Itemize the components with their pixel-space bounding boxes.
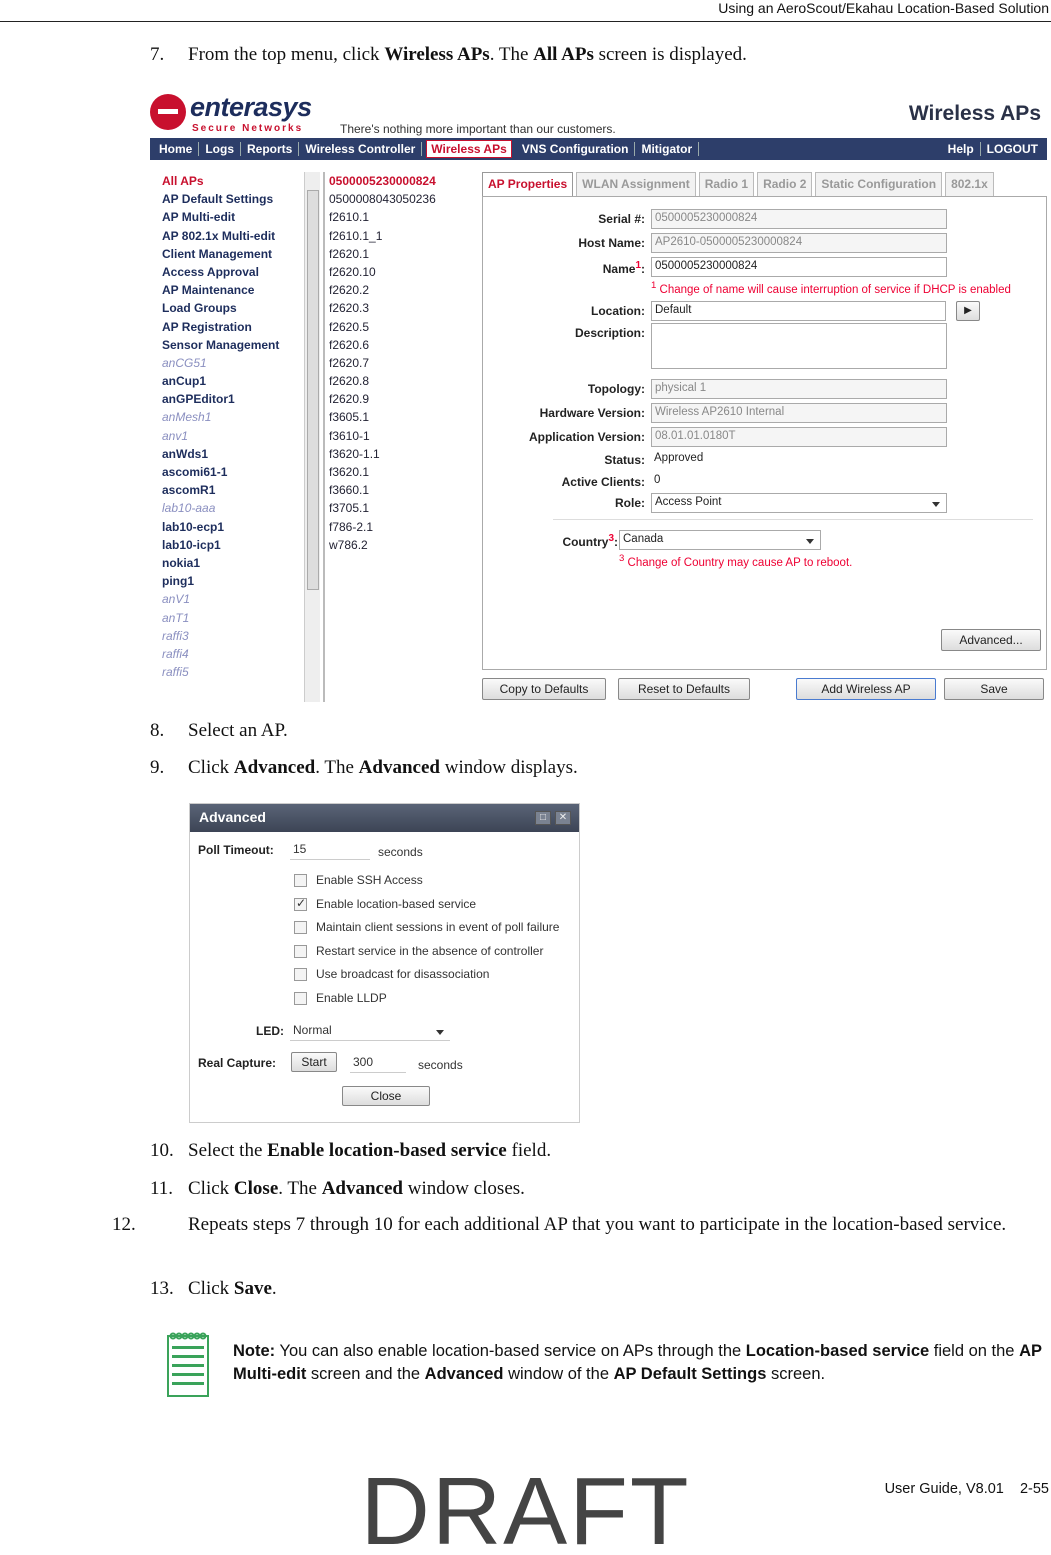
ap-list-item[interactable]: f786-2.1 bbox=[329, 519, 374, 534]
nav-mitigator[interactable]: Mitigator bbox=[635, 142, 699, 156]
active-clients-value: 0 bbox=[654, 474, 661, 486]
top-menu bbox=[150, 138, 1047, 160]
checkbox-label: Maintain client sessions in event of poll failure bbox=[316, 920, 560, 934]
checkbox-label: Enable LLDP bbox=[316, 990, 387, 1005]
tagline: There's nothing more important than our customers. bbox=[340, 122, 616, 136]
checkbox-label: Restart service in the absence of controller bbox=[316, 943, 544, 958]
led-label: LED: bbox=[256, 1024, 284, 1038]
add-wireless-ap-button[interactable]: Add Wireless AP bbox=[796, 678, 936, 700]
name-field[interactable]: 0500005230000824 bbox=[651, 257, 947, 277]
enterasys-logo-icon bbox=[150, 94, 186, 130]
step-7: 7. From the top menu, click Wireless APs. The All APs screen is displayed. bbox=[150, 42, 1050, 68]
sidebar-item-anwds1[interactable]: anWds1 bbox=[162, 446, 209, 461]
sidebar-item-raffi4[interactable]: raffi4 bbox=[162, 646, 189, 661]
sidebar-item-raffi5[interactable]: raffi5 bbox=[162, 665, 189, 680]
poll-timeout-input[interactable]: 15 bbox=[290, 840, 370, 860]
sidebar-item-anv1[interactable]: anV1 bbox=[162, 592, 191, 607]
step-number: 8. bbox=[150, 720, 165, 741]
ap-list-item[interactable]: f2620.2 bbox=[329, 283, 370, 298]
location-label: Location: bbox=[591, 304, 645, 318]
sidebar-item-sensor-management[interactable]: Sensor Management bbox=[162, 337, 280, 352]
advanced-dialog-screenshot bbox=[189, 803, 580, 1123]
step-number: 10. bbox=[150, 1140, 174, 1161]
real-capture-label: Real Capture: bbox=[198, 1056, 277, 1070]
sidebar-item-ancg51[interactable]: anCG51 bbox=[162, 355, 207, 370]
status-label: Status: bbox=[604, 453, 645, 467]
header-rule bbox=[0, 21, 1051, 22]
sidebar-item-raffi3[interactable]: raffi3 bbox=[162, 628, 189, 643]
chevron-down-icon bbox=[436, 1030, 444, 1035]
ap-list-item[interactable]: f3705.1 bbox=[329, 501, 370, 516]
step-10: 10. Select the Enable location-based service field. bbox=[150, 1138, 1050, 1164]
sidebar-item-ap-802-1x-multi-edit[interactable]: AP 802.1x Multi-edit bbox=[162, 228, 276, 243]
ap-list-item[interactable]: f2610.1_1 bbox=[329, 228, 383, 243]
tab-ap-properties[interactable]: AP Properties bbox=[482, 172, 573, 196]
sidebar-item-ping1[interactable]: ping1 bbox=[162, 574, 194, 589]
checkbox[interactable] bbox=[294, 898, 307, 911]
name-note: $^1$ Change of name will cause interruption of service if DHCP is enabled bbox=[651, 280, 1011, 296]
ap-list bbox=[323, 172, 453, 702]
ap-list-item[interactable]: 0500008043050236 bbox=[329, 192, 436, 207]
all-aps-screenshot bbox=[150, 92, 1047, 704]
poll-timeout-label: Poll Timeout: bbox=[198, 843, 274, 857]
draft-watermark: DRAFT bbox=[360, 1458, 691, 1555]
location-field[interactable]: Default bbox=[651, 301, 946, 321]
checkbox[interactable] bbox=[294, 921, 307, 934]
step-13: 13. Click Save. bbox=[150, 1276, 1050, 1302]
sidebar-item-ap-default-settings[interactable]: AP Default Settings bbox=[162, 192, 274, 207]
checkbox-label: Enable SSH Access bbox=[316, 873, 423, 887]
host-name-field: AP2610-0500005230000824 bbox=[651, 233, 947, 253]
ap-list-item[interactable]: f2620.7 bbox=[329, 355, 370, 370]
step-number: 13. bbox=[150, 1278, 174, 1299]
description-label: Description: bbox=[574, 326, 645, 340]
reset-to-defaults-button[interactable]: Reset to Defaults bbox=[618, 678, 750, 700]
logo-subtitle: Secure Networks bbox=[192, 123, 304, 134]
topology-field: physical 1 bbox=[651, 379, 947, 399]
nav-home[interactable]: Home bbox=[153, 142, 199, 156]
step-12: 12. Repeats steps 7 through 10 for each additional AP that you want to participate in the location-based service. bbox=[150, 1212, 1050, 1238]
active-clients-label: Active Clients: bbox=[561, 475, 645, 489]
sidebar-item-ascomi61-1[interactable]: ascomi61-1 bbox=[162, 465, 228, 479]
nav-wireless-aps[interactable]: Wireless APs bbox=[426, 140, 512, 158]
ap-list-item[interactable]: f3620-1.1 bbox=[329, 446, 380, 461]
step-9: 9. Click Advanced. The Advanced window displays. bbox=[150, 755, 1050, 781]
topology-label: Topology: bbox=[587, 382, 645, 396]
sidebar-item-nokia1[interactable]: nokia1 bbox=[162, 555, 201, 570]
tab-radio-2[interactable]: Radio 2 bbox=[757, 172, 812, 196]
status-value: Approved bbox=[654, 452, 704, 464]
sidebar-item-ap-multi-edit[interactable]: AP Multi-edit bbox=[162, 210, 236, 225]
poll-timeout-unit: seconds bbox=[378, 845, 423, 859]
serial-field: 0500005230000824 bbox=[651, 209, 947, 229]
capture-seconds-input[interactable]: 300 bbox=[350, 1053, 406, 1073]
sidebar bbox=[162, 172, 312, 681]
sidebar-item-access-approval[interactable]: Access Approval bbox=[162, 264, 259, 279]
ap-list-item[interactable]: f3610-1 bbox=[329, 428, 370, 443]
step-11: 11. Click Close. The Advanced window closes. bbox=[150, 1176, 1050, 1202]
application-version-label: Application Version: bbox=[528, 430, 645, 444]
serial-label: Serial #: bbox=[598, 212, 645, 226]
ap-list-item[interactable]: f2620.1 bbox=[329, 246, 370, 261]
checkbox-label: Enable location-based service bbox=[316, 896, 477, 911]
checkbox[interactable] bbox=[294, 945, 307, 958]
ap-list-item[interactable]: f2620.10 bbox=[329, 264, 376, 279]
ap-properties-panel bbox=[482, 196, 1047, 670]
checkbox-label: Use broadcast for disassociation bbox=[316, 967, 490, 981]
start-button[interactable]: Start bbox=[291, 1052, 337, 1072]
tab-wlan-assignment[interactable]: WLAN Assignment bbox=[576, 172, 696, 196]
checkbox[interactable] bbox=[294, 874, 307, 887]
sidebar-item-lab10-ecp1[interactable]: lab10-ecp1 bbox=[162, 519, 225, 534]
tab-radio-1[interactable]: Radio 1 bbox=[699, 172, 754, 196]
role-label: Role: bbox=[615, 496, 645, 510]
step-number: 7. bbox=[150, 44, 165, 65]
hardware-version-field: Wireless AP2610 Internal bbox=[651, 403, 947, 423]
scroll-thumb[interactable] bbox=[307, 190, 319, 590]
sidebar-item-ap-maintenance[interactable]: AP Maintenance bbox=[162, 283, 255, 298]
nav-vns-configuration[interactable]: VNS Configuration bbox=[516, 142, 636, 156]
ap-list-item[interactable]: 0500005230000824 bbox=[329, 174, 436, 188]
checkbox[interactable] bbox=[294, 968, 307, 981]
sidebar-item-ascomr1[interactable]: ascomR1 bbox=[162, 483, 216, 498]
sidebar-item-anv1[interactable]: anv1 bbox=[162, 428, 189, 443]
step-8: 8. Select an AP. bbox=[150, 718, 1050, 744]
sidebar-item-anmesh1[interactable]: anMesh1 bbox=[162, 410, 212, 425]
country-note: $^3$ Change of Country may cause AP to reboot. bbox=[619, 553, 853, 569]
logo-wordmark: enterasys bbox=[190, 92, 312, 122]
ap-list-item[interactable]: f2610.1 bbox=[329, 210, 370, 225]
sidebar-item-load-groups[interactable]: Load Groups bbox=[162, 301, 237, 316]
description-field[interactable] bbox=[651, 323, 947, 369]
nav-logout[interactable]: LOGOUT bbox=[986, 142, 1038, 156]
name-label: Name$^1$: bbox=[602, 260, 645, 276]
ap-list-item[interactable]: f2620.6 bbox=[329, 337, 370, 352]
page-title: Wireless APs bbox=[908, 102, 1041, 125]
sidebar-item-client-management[interactable]: Client Management bbox=[162, 246, 273, 261]
ap-list-item[interactable]: f3605.1 bbox=[329, 410, 370, 425]
ap-list-item[interactable]: f2620.3 bbox=[329, 301, 370, 316]
note-text: Note: You can also enable location-based service on APs through the Location-based service field on the AP Multi-edit screen and the Advanced window of the AP Default Settings screen. bbox=[233, 1342, 1042, 1383]
sidebar-item-all-aps[interactable]: All APs bbox=[162, 174, 204, 188]
ap-list-item[interactable]: w786.2 bbox=[329, 537, 368, 552]
location-arrow-button[interactable]: ▶ bbox=[956, 301, 980, 321]
ap-list-item[interactable]: f3660.1 bbox=[329, 483, 370, 498]
sidebar-scrollbar[interactable] bbox=[304, 172, 320, 702]
nav-wireless-controller[interactable]: Wireless Controller bbox=[299, 142, 422, 156]
step-number: 9. bbox=[150, 757, 165, 778]
ap-list-item[interactable]: f2620.5 bbox=[329, 319, 370, 334]
application-version-field: 08.01.01.0180T bbox=[651, 427, 947, 447]
sidebar-item-ancup1[interactable]: anCup1 bbox=[162, 374, 207, 389]
step-number: 11. bbox=[150, 1178, 174, 1199]
maximize-icon[interactable]: □ bbox=[535, 811, 551, 825]
nav-help[interactable]: Help bbox=[942, 142, 981, 156]
country-label: Country$^3$: bbox=[562, 533, 618, 549]
tab-static-configuration[interactable]: Static Configuration bbox=[815, 172, 942, 196]
sidebar-item-angpeditor1[interactable]: anGPEditor1 bbox=[162, 392, 235, 407]
dialog-title: Advanced bbox=[190, 804, 579, 832]
ap-list-item[interactable]: f2620.8 bbox=[329, 374, 370, 389]
led-select[interactable]: Normal bbox=[290, 1021, 450, 1041]
ap-list-item[interactable]: f2620.9 bbox=[329, 392, 370, 407]
nav-reports[interactable]: Reports bbox=[241, 142, 299, 156]
close-button[interactable]: Close bbox=[342, 1086, 430, 1106]
sidebar-item-lab10-icp1[interactable]: lab10-icp1 bbox=[162, 537, 221, 552]
close-icon[interactable]: ✕ bbox=[555, 811, 571, 825]
host-name-label: Host Name: bbox=[578, 236, 645, 250]
tab-802-1x[interactable]: 802.1x bbox=[945, 172, 994, 196]
role-select[interactable]: Access Point bbox=[651, 493, 947, 513]
ap-list-item[interactable]: f3620.1 bbox=[329, 465, 370, 479]
advanced-button[interactable]: Advanced... bbox=[941, 629, 1041, 651]
save-button[interactable]: Save bbox=[944, 678, 1044, 700]
divider bbox=[553, 519, 1033, 520]
running-header: Using an AeroScout/Ekahau Location-Based Solution bbox=[718, 0, 1049, 16]
chevron-down-icon bbox=[806, 539, 814, 544]
nav-logs[interactable]: Logs bbox=[199, 142, 241, 156]
notepad-icon bbox=[166, 1332, 210, 1398]
tab-bar bbox=[482, 172, 994, 196]
sidebar-item-ap-registration[interactable]: AP Registration bbox=[162, 319, 252, 334]
sidebar-item-ant1[interactable]: anT1 bbox=[162, 610, 190, 625]
copy-to-defaults-button[interactable]: Copy to Defaults bbox=[482, 678, 606, 700]
hardware-version-label: Hardware Version: bbox=[539, 406, 645, 420]
checkbox[interactable] bbox=[294, 992, 307, 1005]
chevron-down-icon bbox=[932, 502, 940, 507]
step-number: 12. bbox=[112, 1214, 136, 1235]
page-footer: User Guide, V8.01 2-55 bbox=[884, 1481, 1049, 1497]
sidebar-item-lab10-aaa[interactable]: lab10-aaa bbox=[162, 501, 216, 516]
country-select[interactable]: Canada bbox=[619, 530, 821, 550]
capture-unit: seconds bbox=[418, 1058, 463, 1072]
